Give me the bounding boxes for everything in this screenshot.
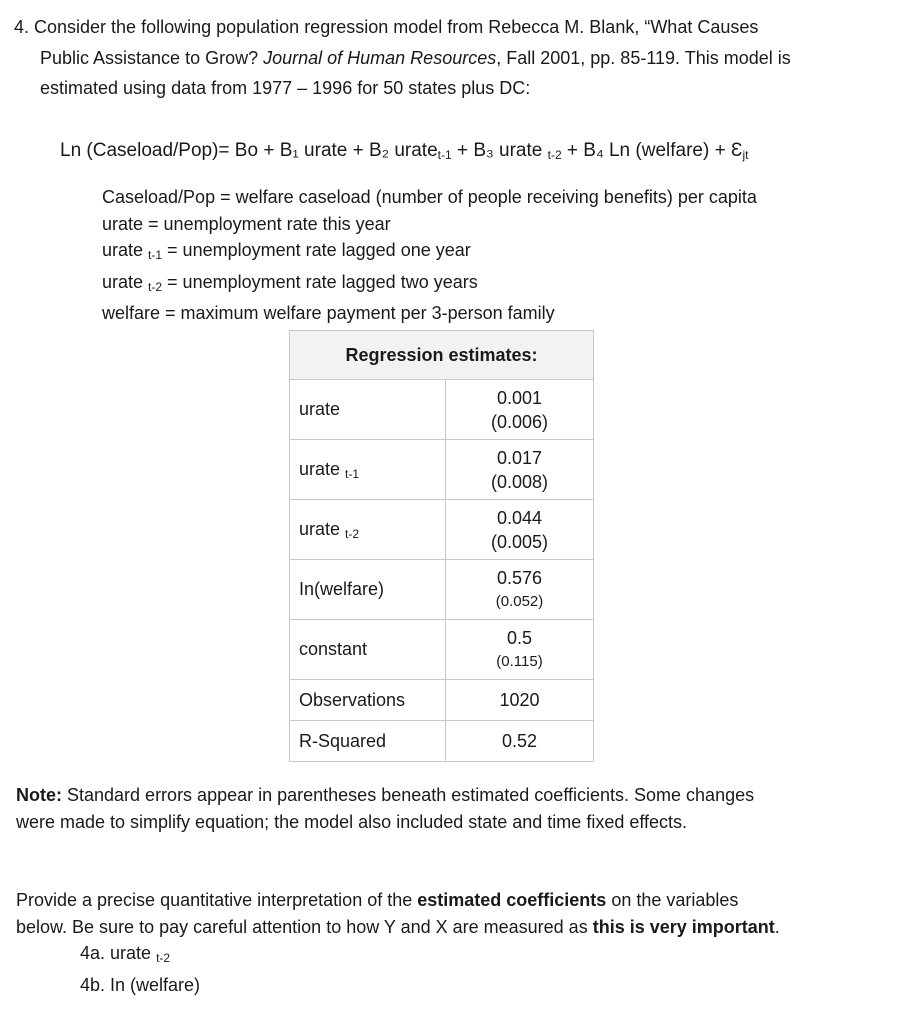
row-label: constant (290, 620, 446, 680)
row-label: urate $_{t-1}$ (290, 440, 446, 500)
instructions (16, 887, 780, 998)
row-label: In(welfare) (290, 560, 446, 620)
row-label: R-Squared (290, 721, 446, 762)
row-value: 0.52 (446, 721, 594, 762)
variable-definitions (102, 184, 757, 327)
instruction-line-2: below. Be sure to pay careful attention to how Y and X are measured as this is very important. (16, 916, 780, 937)
table-row (290, 440, 594, 500)
instruction-line-1: Provide a precise quantitative interpretation of the estimated coefficients on the variables (16, 890, 739, 910)
table-row (290, 560, 594, 620)
row-label: urate $_{t-2}$ (290, 500, 446, 560)
note-line-1: Note: Standard errors appear in parentheses beneath estimated coefficients. Some changes (16, 785, 755, 805)
table-row (290, 500, 594, 560)
row-label: Observations (290, 680, 446, 721)
sub-question-4b: 4b. In (welfare) (80, 974, 201, 995)
regression-table (289, 330, 594, 762)
sub-question-4a: 4a. urate $_{t-2}$ (80, 943, 171, 965)
table-row (290, 721, 594, 762)
row-value: 0.044 (0.005) (446, 500, 594, 560)
journal-name: Journal of Human Resources (263, 47, 497, 68)
definition-welfare: welfare = maximum welfare payment per 3-person family (102, 303, 555, 323)
table-row (290, 680, 594, 721)
row-value: 0.576 (0.052) (446, 560, 594, 620)
definition-caseload: Caseload/Pop = welfare caseload (number of people receiving benefits) per capita (102, 187, 757, 207)
citation-title: Public Assistance to Grow? (40, 47, 264, 68)
regression-equation: Ln (Caseload/Pop)= Bo + B₁ urate + B₂ urate$_{t-1}$ + B₃ urate $_{t-2}$ + B₄ Ln (welfare) + $Ɛ_{jt}$ (60, 140, 749, 162)
question-line-1: 4. Consider the following population regression model from Rebecca M. Blank, “What Causes (14, 17, 759, 37)
citation-details: , Fall 2001, pp. 85-119. This model is (496, 47, 791, 68)
row-value: 0.5 (0.115) (446, 620, 594, 680)
row-value: 0.001 (0.006) (446, 380, 594, 440)
table-row (290, 620, 594, 680)
definition-urate-t1: urate $_{t-1}$ = unemployment rate lagged one year (102, 240, 471, 262)
question-text (14, 12, 791, 104)
table-row (290, 380, 594, 440)
question-line-2 (14, 43, 791, 74)
row-value: 1020 (446, 680, 594, 721)
table-note (16, 782, 754, 836)
row-label: urate (290, 380, 446, 440)
definition-urate-t2: urate $_{t-2}$ = unemployment rate lagged two years (102, 271, 478, 294)
note-line-2: were made to simplify equation; the model also included state and time fixed effects. (16, 812, 688, 832)
definition-urate: urate = unemployment rate this year (102, 213, 391, 234)
question-line-3: estimated using data from 1977 – 1996 for 50 states plus DC: (40, 78, 531, 98)
row-value: 0.017 (0.008) (446, 440, 594, 500)
table-header: Regression estimates: (290, 331, 594, 380)
